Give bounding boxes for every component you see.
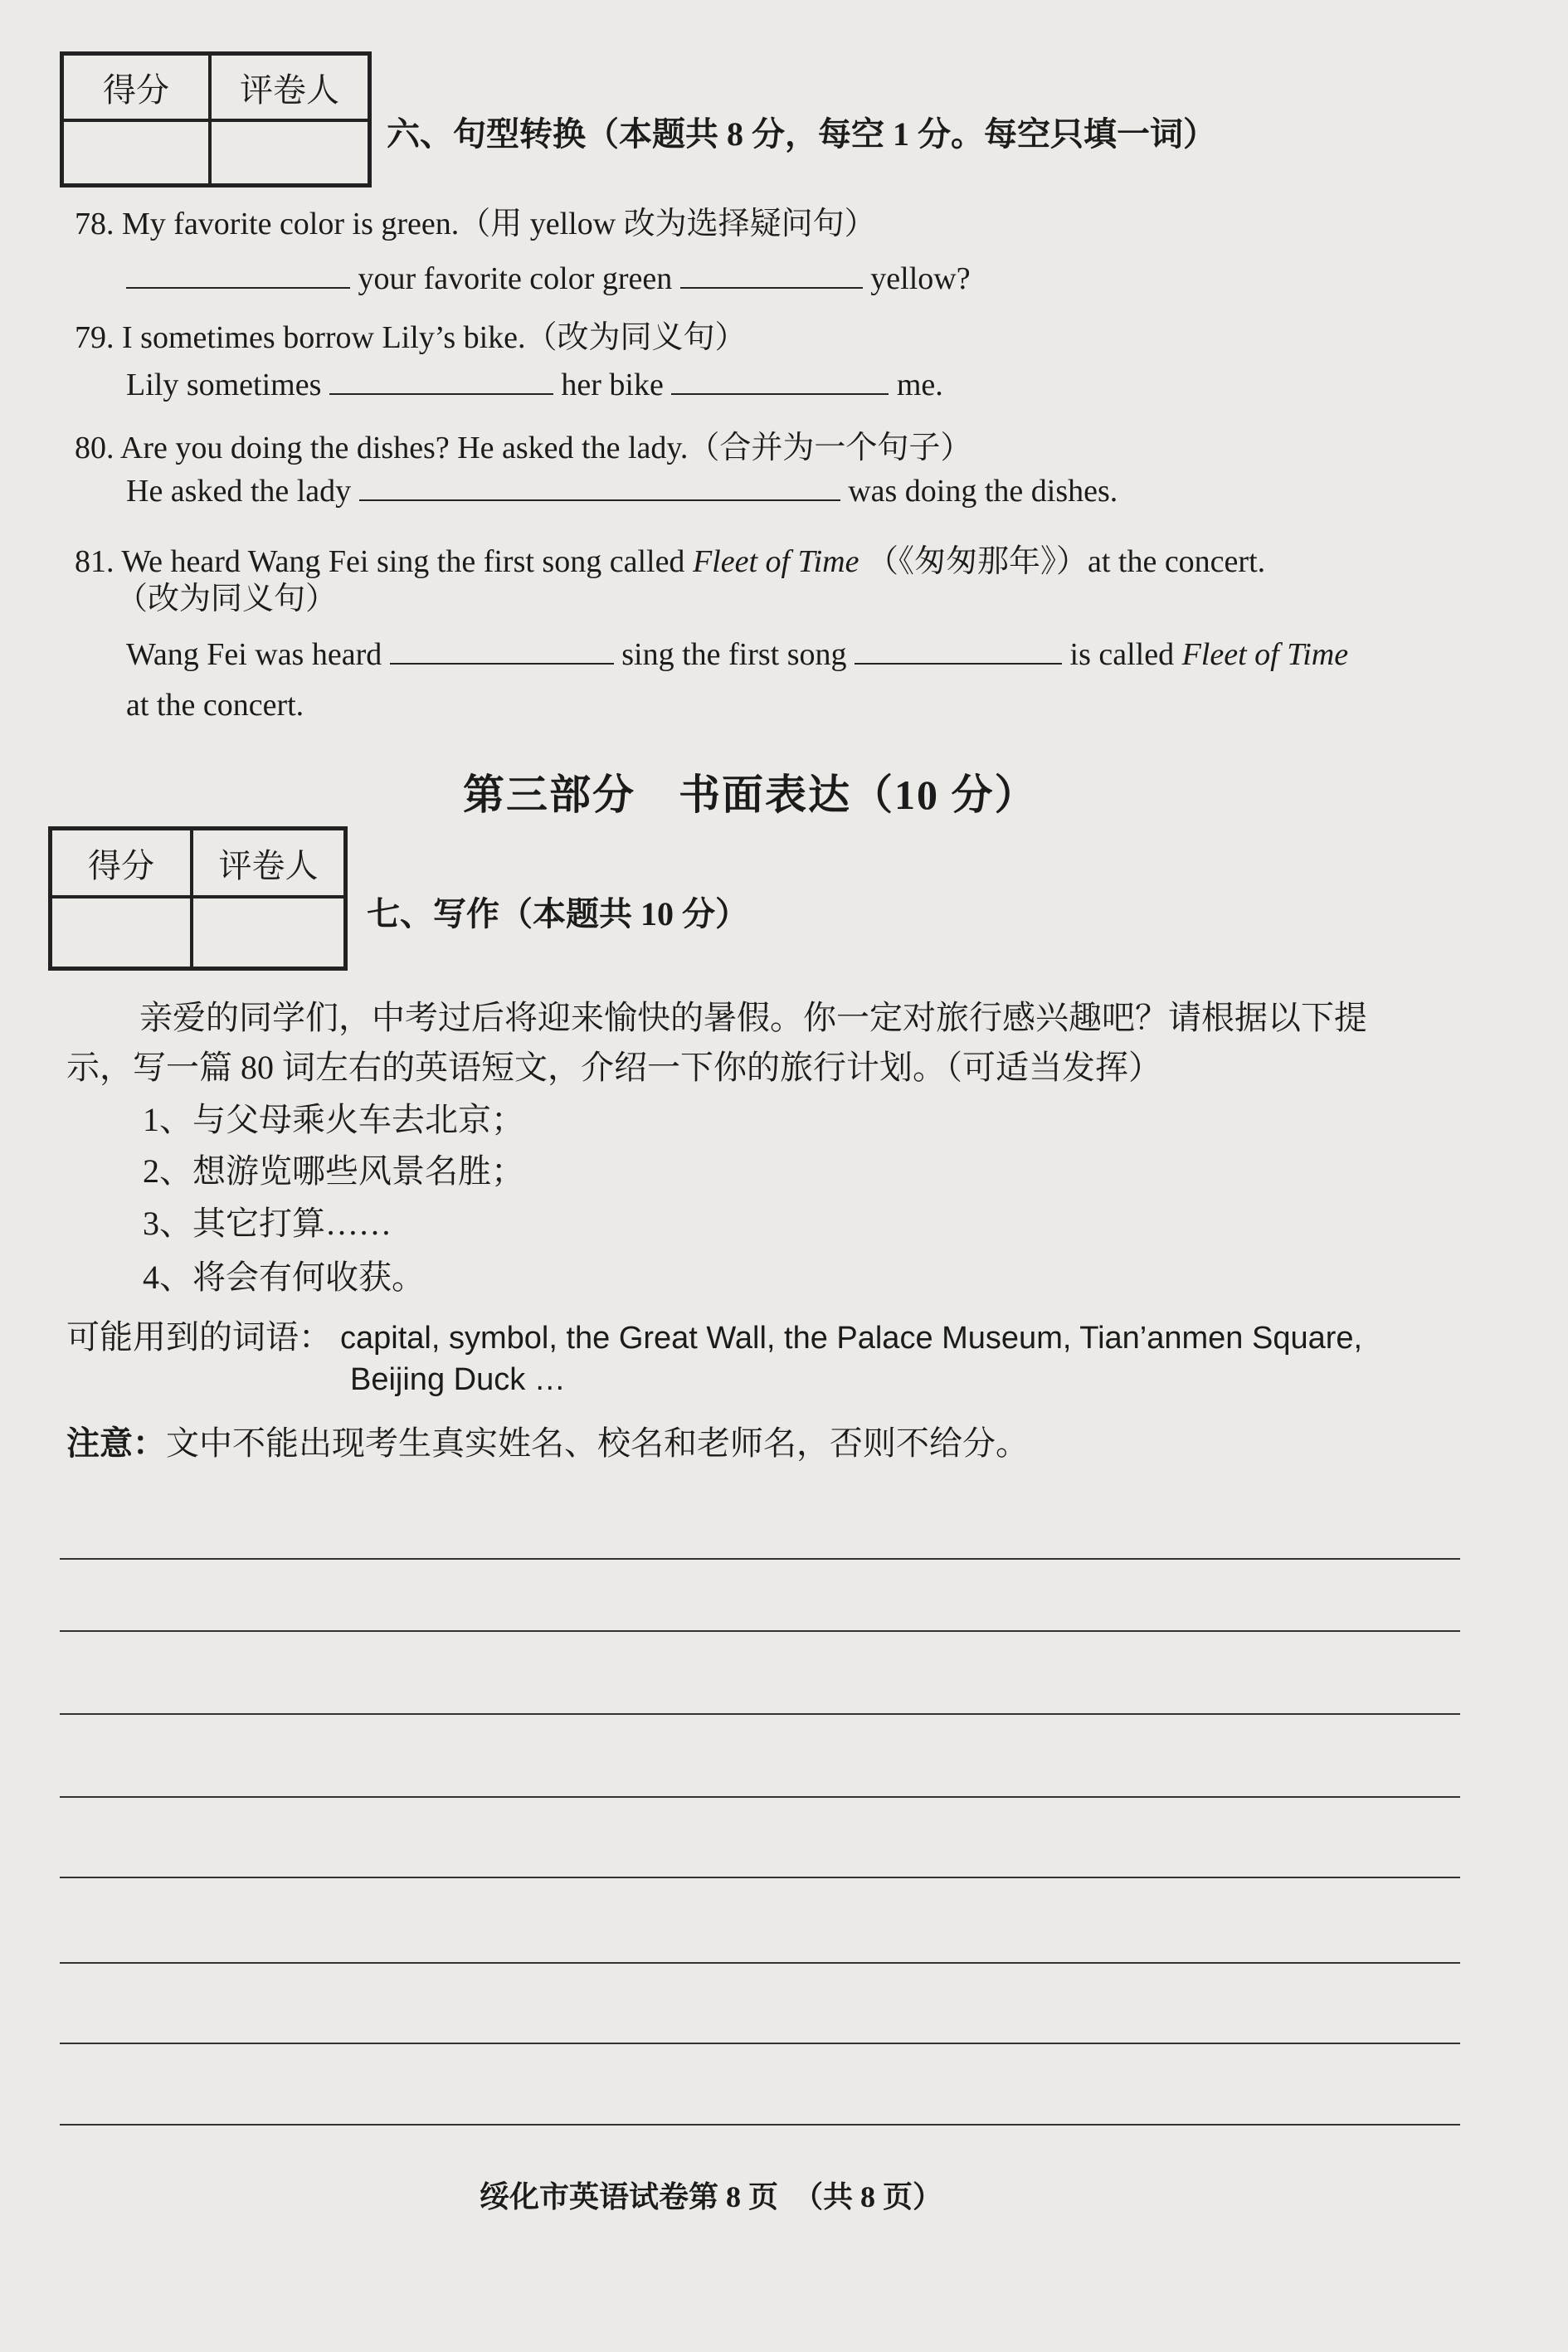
q78-stem: 78. My favorite color is green.（用 yellow 改为选择疑问句） bbox=[75, 207, 876, 241]
writing-line[interactable] bbox=[60, 1796, 1460, 1798]
q80-answer-end: was doing the dishes. bbox=[848, 474, 1118, 509]
grader-cell bbox=[210, 120, 369, 185]
writing-line[interactable] bbox=[60, 1630, 1460, 1632]
q81-answer-mid: sing the first song bbox=[621, 637, 847, 672]
writing-line[interactable] bbox=[60, 2043, 1460, 2044]
q78-answer-mid: your favorite color green bbox=[358, 261, 673, 296]
q78-answer bbox=[126, 259, 971, 297]
note-text: 文中不能出现考生真实姓名、校名和老师名，否则不给分。 bbox=[166, 1424, 1029, 1462]
grader-label: 评卷人 bbox=[210, 54, 369, 120]
q80-blank[interactable] bbox=[359, 471, 840, 501]
section7-title: 七、写作（本题共 10 分） bbox=[367, 895, 748, 933]
score-label: 得分 bbox=[51, 829, 192, 897]
writing-line[interactable] bbox=[60, 1962, 1460, 1964]
q81-answer-end-title: Fleet of Time bbox=[1181, 637, 1349, 672]
section6-title: 六、句型转换（本题共 8 分，每空 1 分。每空只填一词） bbox=[387, 115, 1216, 153]
q79-answer-end: me. bbox=[896, 368, 943, 402]
q78-blank-1[interactable] bbox=[126, 259, 350, 289]
writing-line[interactable] bbox=[60, 1713, 1460, 1715]
note-label: 注意： bbox=[66, 1424, 166, 1462]
q78-answer-end: yellow? bbox=[870, 261, 971, 296]
q79-answer-mid: her bike bbox=[561, 368, 664, 402]
q80-answer bbox=[126, 471, 1118, 509]
writing-line[interactable] bbox=[60, 1558, 1460, 1560]
words-hint bbox=[66, 1311, 1362, 1358]
words-list-1: capital, symbol, the Great Wall, the Palace Museum, Tian’anmen Square, bbox=[340, 1321, 1363, 1356]
score-box-section7 bbox=[48, 826, 348, 971]
q81-blank-2[interactable] bbox=[855, 635, 1062, 665]
words-list-2: Beijing Duck … bbox=[350, 1362, 566, 1397]
writing-prompt-3: 3、其它打算…… bbox=[143, 1205, 392, 1242]
writing-intro-2: 示，写一篇 80 词左右的英语短文，介绍一下你的旅行计划。（可适当发挥） bbox=[66, 1049, 1161, 1086]
score-box-section6 bbox=[60, 51, 372, 187]
writing-line[interactable] bbox=[60, 2124, 1460, 2126]
q79-stem: 79. I sometimes borrow Lily’s bike.（改为同义句） bbox=[75, 320, 747, 355]
grader-label: 评卷人 bbox=[192, 829, 345, 897]
q79-answer bbox=[126, 365, 943, 403]
q81-answer bbox=[126, 635, 1348, 673]
score-label: 得分 bbox=[62, 54, 210, 120]
writing-prompt-2: 2、想游览哪些风景名胜； bbox=[143, 1152, 524, 1190]
q79-blank-1[interactable] bbox=[329, 365, 553, 395]
writing-prompt-1: 1、与父母乘火车去北京； bbox=[143, 1101, 524, 1138]
q81-stem-title: Fleet of Time bbox=[692, 544, 859, 579]
q81-stem-end: （《匆匆那年》）at the concert. bbox=[866, 544, 1266, 579]
q81-answer-tail: at the concert. bbox=[126, 688, 304, 723]
q81-answer-end-text: is called bbox=[1069, 637, 1175, 672]
page-footer: 绥化市英语试卷第 8 页 （共 8 页） bbox=[480, 2180, 943, 2213]
q81-answer-start: Wang Fei was heard bbox=[126, 637, 382, 672]
q81-blank-1[interactable] bbox=[390, 635, 614, 665]
writing-prompt-4: 4、将会有何收获。 bbox=[143, 1259, 425, 1296]
q78-blank-2[interactable] bbox=[680, 259, 863, 289]
writing-intro-1: 亲爱的同学们，中考过后将迎来愉快的暑假。你一定对旅行感兴趣吧？请根据以下提 bbox=[139, 999, 1367, 1036]
writing-note bbox=[66, 1417, 1029, 1464]
q79-answer-start: Lily sometimes bbox=[126, 368, 322, 402]
grader-cell bbox=[192, 897, 345, 968]
score-cell bbox=[51, 897, 192, 968]
q81-note: （改为同义句） bbox=[116, 582, 338, 616]
words-label: 可能用到的词语： bbox=[66, 1318, 332, 1356]
q80-answer-start: He asked the lady bbox=[126, 474, 352, 509]
q80-stem: 80. Are you doing the dishes? He asked the lady.（合并为一个句子） bbox=[75, 431, 972, 465]
q79-blank-2[interactable] bbox=[671, 365, 889, 395]
writing-line[interactable] bbox=[60, 1877, 1460, 1878]
q81-stem-start: 81. We heard Wang Fei sing the first song called bbox=[75, 544, 685, 579]
score-cell bbox=[62, 120, 210, 185]
part3-title: 第三部分 书面表达（10 分） bbox=[463, 772, 1038, 818]
